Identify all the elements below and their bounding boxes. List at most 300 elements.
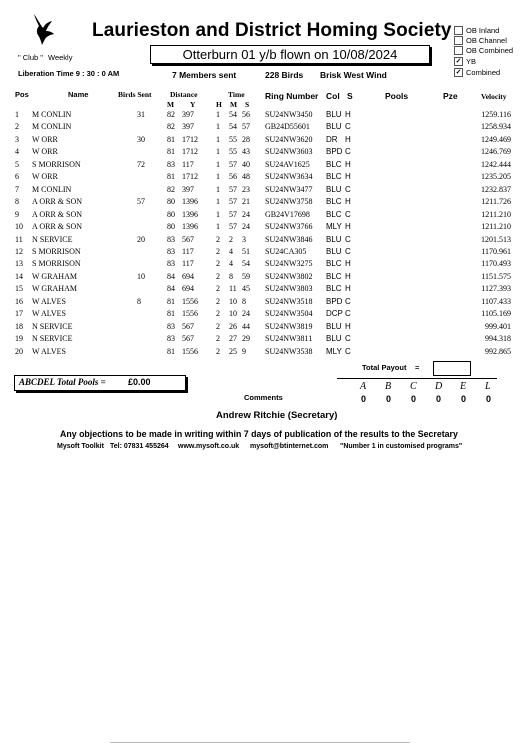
- cell-mm: 27: [229, 334, 237, 344]
- cell-sx: C: [345, 234, 351, 244]
- option-label: OB Inland: [466, 26, 500, 35]
- cell-y: 397: [182, 110, 194, 119]
- cell-col: BLU: [326, 334, 342, 344]
- table-row: [0, 185, 530, 198]
- pool-value: 0: [461, 394, 467, 404]
- cell-pos: 7: [15, 184, 19, 194]
- cell-y: 117: [182, 159, 194, 169]
- cell-m: 81: [167, 346, 175, 356]
- cell-h: 2: [216, 334, 220, 344]
- cell-sent: 10: [137, 271, 145, 281]
- cell-mm: 4: [229, 259, 233, 269]
- cell-vel: 1249.469: [481, 134, 511, 144]
- toolkit-name: Mysoft Toolkit: [57, 443, 104, 450]
- cell-col: BPD: [326, 147, 343, 157]
- cell-m: 81: [167, 147, 175, 157]
- cell-vel: 1246.769: [481, 147, 511, 157]
- cell-col: BLC: [326, 271, 342, 281]
- cell-s: 8: [242, 296, 246, 306]
- cell-col: BLU: [326, 234, 342, 244]
- cell-col: DCP: [326, 309, 343, 319]
- cell-h: 2: [216, 346, 220, 356]
- col-pos: Pos: [15, 90, 29, 99]
- check-icon[interactable]: ✓: [455, 69, 462, 76]
- cell-sx: H: [345, 321, 351, 331]
- cell-pos: 1: [15, 110, 19, 119]
- cell-y: 1712: [182, 172, 198, 182]
- checkbox-icon[interactable]: [454, 46, 463, 55]
- cell-vel: 1170.961: [481, 246, 511, 256]
- cell-col: BLC: [326, 159, 342, 169]
- cell-sent: 72: [137, 159, 145, 169]
- cell-vel: 1107.433: [481, 296, 511, 306]
- cell-pos: 8: [15, 197, 19, 207]
- cell-s: 56: [242, 110, 250, 119]
- cell-col: BPD: [326, 296, 343, 306]
- cell-sent: 31: [137, 110, 145, 119]
- cell-mm: 57: [229, 197, 237, 207]
- cell-h: 1: [216, 134, 220, 144]
- cell-s: 24: [242, 209, 250, 219]
- col-pze: Pze: [443, 91, 458, 101]
- cell-mm: 8: [229, 271, 233, 281]
- comments-label: Comments: [244, 393, 283, 402]
- cell-ring: SU24NW3766: [265, 222, 313, 232]
- table-row: [0, 297, 530, 310]
- option-label: OB Channel: [466, 36, 507, 45]
- cell-pos: 5: [15, 159, 19, 169]
- cell-ring: GB24V17698: [265, 209, 310, 219]
- cell-name: M CONLIN: [32, 122, 72, 132]
- cell-ring: SU24NW3620: [265, 134, 313, 144]
- cell-s: 54: [242, 259, 250, 269]
- col-name: Name: [68, 90, 89, 99]
- cell-s: 29: [242, 334, 250, 344]
- pigeon-logo-icon: [30, 12, 58, 46]
- col-dist-y: Y: [190, 100, 196, 109]
- cell-pos: 15: [15, 284, 23, 294]
- email: mysoft@btinternet.com: [250, 443, 329, 450]
- cell-pos: 18: [15, 321, 23, 331]
- cell-sx: C: [345, 334, 351, 344]
- cell-pos: 12: [15, 246, 23, 256]
- cell-s: 40: [242, 159, 250, 169]
- cell-vel: 1259.116: [481, 110, 511, 119]
- col-pools: Pools: [385, 91, 409, 101]
- option-ob-channel[interactable]: [454, 36, 507, 45]
- cell-m: 83: [167, 159, 175, 169]
- cell-s: 28: [242, 134, 250, 144]
- cell-ring: SU24NW3846: [265, 234, 313, 244]
- col-ring: Ring Number: [265, 91, 319, 101]
- cell-s: 51: [242, 246, 250, 256]
- cell-mm: 10: [229, 309, 237, 319]
- col-birds-sent: Birds Sent: [118, 90, 152, 99]
- cell-name: W ALVES: [32, 346, 67, 356]
- cell-sx: C: [345, 122, 351, 132]
- cell-sx: H: [345, 134, 351, 144]
- cell-name: W ORR: [32, 134, 58, 144]
- cell-vel: 992.865: [485, 346, 511, 356]
- cell-s: 44: [242, 321, 250, 331]
- table-row: [0, 309, 530, 322]
- cell-col: BLU: [326, 321, 342, 331]
- cell-pos: 6: [15, 172, 19, 182]
- cell-m: 82: [167, 110, 175, 119]
- cell-m: 82: [167, 184, 175, 194]
- cell-m: 81: [167, 134, 175, 144]
- cell-name: A ORR & SON: [32, 209, 83, 219]
- cell-name: S MORRISON: [32, 159, 81, 169]
- cell-vel: 1170.493: [481, 259, 511, 269]
- cell-m: 83: [167, 321, 175, 331]
- secretary: Andrew Ritchie (Secretary): [216, 410, 338, 421]
- cell-col: BLC: [326, 197, 342, 207]
- cell-sx: H: [345, 259, 351, 269]
- cell-ring: SU24NW3634: [265, 172, 313, 182]
- cell-mm: 4: [229, 246, 233, 256]
- option-label: YB: [466, 57, 477, 66]
- table-row: [0, 122, 530, 135]
- cell-y: 567: [182, 334, 194, 344]
- total-payout-eq: =: [415, 363, 420, 372]
- cell-m: 80: [167, 209, 175, 219]
- cell-pos: 17: [15, 309, 23, 319]
- cell-col: BLC: [326, 284, 342, 294]
- cell-sx: C: [345, 209, 351, 219]
- cell-h: 1: [216, 159, 220, 169]
- cell-ring: SU24NW3518: [265, 296, 313, 306]
- table-row: [0, 135, 530, 148]
- cell-m: 83: [167, 259, 175, 269]
- cell-mm: 25: [229, 346, 237, 356]
- cell-m: 82: [167, 122, 175, 132]
- col-time-h: H: [216, 100, 222, 109]
- cell-name: W ORR: [32, 172, 58, 182]
- cell-pos: 11: [15, 234, 23, 244]
- cell-col: BLU: [326, 122, 342, 132]
- cell-y: 1396: [182, 197, 198, 207]
- cell-col: BLU: [326, 184, 342, 194]
- cell-sx: C: [345, 346, 351, 356]
- frequency-label: Weekly: [48, 53, 73, 62]
- cell-vel: 994.318: [485, 334, 511, 344]
- checkbox-icon[interactable]: [454, 36, 463, 45]
- cell-ring: SU24NW3802: [265, 271, 313, 281]
- pool-letter: L: [485, 381, 491, 392]
- cell-y: 397: [182, 184, 194, 194]
- slogan: "Number 1 in customised programs": [340, 443, 463, 450]
- col-time-s: S: [245, 100, 250, 109]
- cell-mm: 57: [229, 209, 237, 219]
- cell-y: 1712: [182, 147, 198, 157]
- table-row: [0, 347, 530, 360]
- cell-sx: C: [345, 246, 351, 256]
- cell-h: 1: [216, 197, 220, 207]
- cell-ring: SU24NW3603: [265, 147, 313, 157]
- cell-y: 117: [182, 246, 194, 256]
- check-icon[interactable]: ✓: [455, 58, 462, 65]
- cell-s: 24: [242, 222, 250, 232]
- cell-vel: 1242.444: [481, 159, 511, 169]
- cell-mm: 26: [229, 321, 237, 331]
- birds-count: 228 Birds: [265, 70, 304, 80]
- table-row: [0, 147, 530, 160]
- cell-mm: 54: [229, 110, 237, 119]
- cell-y: 694: [182, 284, 194, 294]
- cell-col: MLY: [326, 222, 342, 232]
- table-row: [0, 172, 530, 185]
- option-combined[interactable]: [454, 68, 500, 77]
- cell-y: 567: [182, 321, 194, 331]
- cell-mm: 55: [229, 147, 237, 157]
- pool-value: 0: [361, 394, 367, 404]
- cell-sx: H: [345, 222, 351, 232]
- cell-sx: H: [345, 172, 351, 182]
- cell-sx: C: [345, 147, 351, 157]
- total-payout-label: Total Payout: [362, 363, 407, 372]
- cell-m: 83: [167, 246, 175, 256]
- cell-y: 567: [182, 234, 194, 244]
- cell-s: 45: [242, 284, 250, 294]
- cell-pos: 2: [15, 122, 19, 132]
- cell-y: 1396: [182, 222, 198, 232]
- liberation-time: Liberation Time 9 : 30 : 0 AM: [18, 69, 120, 78]
- cell-s: 9: [242, 346, 246, 356]
- cell-name: W ALVES: [32, 296, 67, 306]
- cell-y: 1396: [182, 209, 198, 219]
- pool-letter: C: [410, 381, 417, 392]
- cell-pos: 13: [15, 259, 23, 269]
- cell-h: 1: [216, 172, 220, 182]
- cell-vel: 1211.210: [481, 222, 511, 232]
- cell-name: W GRAHAM: [32, 271, 77, 281]
- website: www.mysoft.co.uk: [178, 443, 240, 450]
- cell-h: 1: [216, 110, 220, 119]
- cell-name: M CONLIN: [32, 110, 72, 119]
- cell-ring: SU24NW3504: [265, 309, 313, 319]
- table-row: [0, 272, 530, 285]
- table-row: [0, 222, 530, 235]
- cell-y: 1556: [182, 346, 198, 356]
- table-row: [0, 247, 530, 260]
- cell-m: 81: [167, 309, 175, 319]
- table-row: [0, 210, 530, 223]
- cell-y: 694: [182, 271, 194, 281]
- cell-col: BLC: [326, 259, 342, 269]
- pools-divider: [337, 378, 497, 379]
- cell-ring: GB24D55601: [265, 122, 310, 132]
- cell-col: BLU: [326, 246, 342, 256]
- cell-sent: 57: [137, 197, 145, 207]
- pool-value: 0: [411, 394, 417, 404]
- cell-pos: 14: [15, 271, 23, 281]
- cell-vel: 1211.210: [481, 209, 511, 219]
- cell-vel: 1258.934: [481, 122, 511, 132]
- cell-m: 83: [167, 234, 175, 244]
- total-payout-box: [433, 361, 471, 376]
- cell-mm: 55: [229, 134, 237, 144]
- option-ob-inland[interactable]: [454, 26, 499, 35]
- cell-col: BLU: [326, 110, 342, 119]
- table-row: [0, 160, 530, 173]
- table-row: [0, 110, 530, 123]
- cell-vel: 1211.726: [481, 197, 511, 207]
- cell-y: 1556: [182, 309, 198, 319]
- col-velocity: Velocity: [481, 92, 507, 101]
- club-label: " Club ": [18, 53, 43, 62]
- cell-ring: SU24NW3758: [265, 197, 313, 207]
- cell-ring: SU24NW3450: [265, 110, 313, 119]
- cell-h: 2: [216, 284, 220, 294]
- total-pools-label: ABCDEL Total Pools =: [19, 377, 106, 387]
- cell-pos: 19: [15, 334, 23, 344]
- cell-pos: 20: [15, 346, 23, 356]
- cell-col: BLC: [326, 209, 342, 219]
- cell-mm: 56: [229, 172, 237, 182]
- cell-mm: 11: [229, 284, 237, 294]
- table-row: [0, 197, 530, 210]
- cell-y: 1556: [182, 296, 198, 306]
- cell-mm: 57: [229, 159, 237, 169]
- cell-sx: C: [345, 309, 351, 319]
- col-dist-m: M: [167, 100, 175, 109]
- cell-sent: 8: [137, 296, 141, 306]
- pool-value: 0: [436, 394, 442, 404]
- cell-s: 24: [242, 309, 250, 319]
- cell-name: N SERVICE: [32, 334, 73, 344]
- cell-h: 2: [216, 321, 220, 331]
- pool-value: 0: [486, 394, 492, 404]
- pool-value: 0: [386, 394, 392, 404]
- col-time: Time: [228, 90, 245, 99]
- col-distance: Distance: [170, 90, 198, 99]
- cell-y: 1712: [182, 134, 198, 144]
- pool-letter: A: [360, 381, 367, 392]
- cell-pos: 10: [15, 222, 23, 232]
- cell-sx: H: [345, 271, 351, 281]
- cell-y: 397: [182, 122, 194, 132]
- cell-s: 43: [242, 147, 250, 157]
- cell-name: S MORRISON: [32, 259, 81, 269]
- cell-name: S MORRISON: [32, 246, 81, 256]
- pool-letter: E: [460, 381, 467, 392]
- cell-name: W GRAHAM: [32, 284, 77, 294]
- cell-name: W ALVES: [32, 309, 67, 319]
- cell-m: 80: [167, 197, 175, 207]
- option-label: OB Combined: [466, 46, 514, 55]
- telephone: Tel: 07831 455264: [110, 443, 169, 450]
- wind-conditions: Brisk West Wind: [320, 70, 387, 80]
- cell-vel: 1232.837: [481, 184, 511, 194]
- cell-vel: 1151.575: [481, 271, 511, 281]
- total-pools-value: £0.00: [128, 377, 151, 387]
- cell-sent: 20: [137, 234, 145, 244]
- cell-h: 1: [216, 222, 220, 232]
- cell-mm: 2: [229, 234, 233, 244]
- cell-name: A ORR & SON: [32, 197, 83, 207]
- cell-h: 2: [216, 234, 220, 244]
- cell-h: 1: [216, 122, 220, 132]
- cell-h: 1: [216, 184, 220, 194]
- cell-col: BLC: [326, 172, 342, 182]
- cell-h: 2: [216, 271, 220, 281]
- pool-letter: D: [435, 381, 443, 392]
- cell-ring: SU24NW3538: [265, 346, 313, 356]
- cell-m: 84: [167, 271, 175, 281]
- option-label: Combined: [466, 68, 501, 77]
- cell-h: 1: [216, 209, 220, 219]
- option-ob-combined[interactable]: [454, 46, 513, 55]
- cell-ring: SU24CA305: [265, 246, 307, 256]
- cell-pos: 9: [15, 209, 19, 219]
- cell-vel: 1201.513: [481, 234, 511, 244]
- cell-s: 23: [242, 184, 250, 194]
- cell-sx: H: [345, 197, 351, 207]
- page-edge-line: [110, 742, 410, 743]
- cell-s: 57: [242, 122, 250, 132]
- cell-ring: SU24NW3819: [265, 321, 313, 331]
- checkbox-icon[interactable]: [454, 26, 463, 35]
- cell-pos: 3: [15, 134, 19, 144]
- cell-name: M CONLIN: [32, 184, 72, 194]
- cell-mm: 57: [229, 222, 237, 232]
- race-title: Otterburn 01 y/b flown on 10/08/2024: [150, 45, 430, 64]
- cell-s: 48: [242, 172, 250, 182]
- cell-h: 2: [216, 246, 220, 256]
- members-sent: 7 Members sent: [172, 70, 237, 80]
- cell-vel: 1235.205: [481, 172, 511, 182]
- cell-m: 81: [167, 296, 175, 306]
- cell-mm: 54: [229, 122, 237, 132]
- cell-s: 3: [242, 234, 246, 244]
- cell-name: N SERVICE: [32, 234, 73, 244]
- cell-m: 81: [167, 172, 175, 182]
- table-row: [0, 334, 530, 347]
- cell-name: N SERVICE: [32, 321, 73, 331]
- cell-sx: C: [345, 184, 351, 194]
- cell-ring: SU24NW3811: [265, 334, 313, 344]
- cell-name: W ORR: [32, 147, 58, 157]
- cell-vel: 999.401: [485, 321, 511, 331]
- cell-h: 2: [216, 296, 220, 306]
- table-row: [0, 322, 530, 335]
- cell-mm: 10: [229, 296, 237, 306]
- cell-name: A ORR & SON: [32, 222, 83, 232]
- table-row: [0, 259, 530, 272]
- cell-h: 1: [216, 147, 220, 157]
- cell-ring: SU24AV1625: [265, 159, 310, 169]
- cell-sx: H: [345, 284, 351, 294]
- page-title: Laurieston and District Homing Society: [92, 20, 452, 41]
- cell-s: 21: [242, 197, 250, 207]
- cell-ring: SU24NW3275: [265, 259, 313, 269]
- cell-ring: SU24NW3803: [265, 284, 313, 294]
- cell-h: 2: [216, 309, 220, 319]
- cell-m: 84: [167, 284, 175, 294]
- col-time-m: M: [230, 100, 238, 109]
- table-row: [0, 235, 530, 248]
- col-sex: S: [347, 91, 353, 101]
- cell-sx: H: [345, 159, 351, 169]
- cell-pos: 16: [15, 296, 23, 306]
- option-yb[interactable]: [454, 57, 476, 66]
- cell-s: 59: [242, 271, 250, 281]
- cell-m: 83: [167, 334, 175, 344]
- table-row: [0, 284, 530, 297]
- cell-pos: 4: [15, 147, 19, 157]
- cell-sx: H: [345, 110, 351, 119]
